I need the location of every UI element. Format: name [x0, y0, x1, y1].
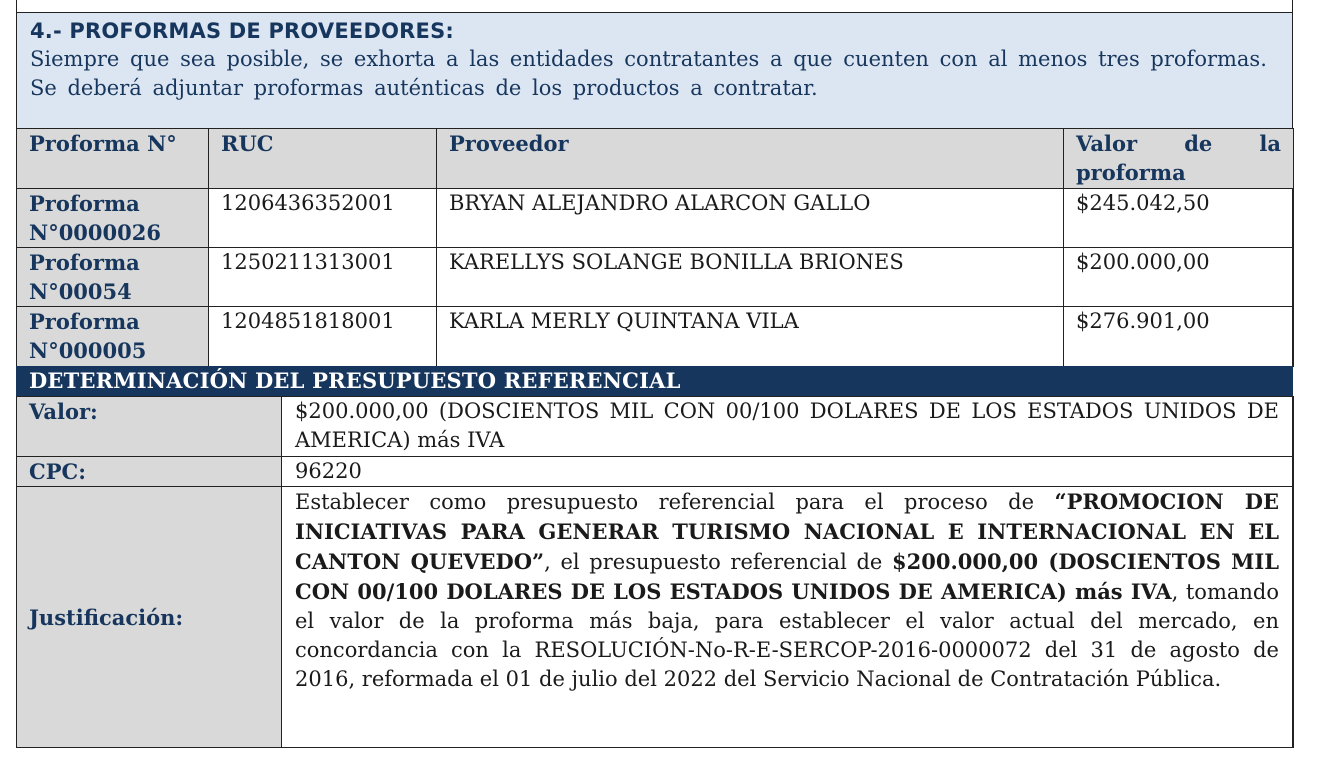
- valor-text: $200.000,00 (DOSCIENTOS MIL CON 00/100 DOLARES DE LOS ESTADOS UNIDOS DE AMERICA) más IVA: [282, 397, 1294, 457]
- proforma-code: N°00054: [29, 279, 132, 304]
- proformas-table: [16, 128, 1294, 367]
- valor-cell: $245.042,50: [1064, 189, 1294, 248]
- header-numero: Proforma N°: [17, 129, 209, 189]
- section-4-line-2: Se deberá adjuntar proformas auténticas de los productos a contratar.: [30, 76, 818, 100]
- justificacion-bold-1: “PROMOCION DE INICIATIVAS PARA GENERAR TURISMO NACIONAL E INTERNACIONAL EN EL CANTON QUEVEDO”: [295, 489, 1279, 574]
- justificacion-part-2: , el presupuesto referencial de: [544, 550, 892, 574]
- presupuesto-title-bar: DETERMINACIÓN DEL PRESUPUESTO REFERENCIAL: [16, 366, 1293, 396]
- header-valor-word-4: proforma: [1076, 160, 1186, 185]
- proforma-label: Proforma: [29, 250, 140, 275]
- header-valor-word-1: Valor: [1076, 131, 1138, 156]
- proveedor-cell: KARELLYS SOLANGE BONILLA BRIONES: [437, 248, 1064, 307]
- table-row: [17, 189, 1294, 248]
- proforma-number: [17, 248, 209, 307]
- justificacion-label: Justificación:: [17, 487, 282, 748]
- valor-cell: $276.901,00: [1064, 307, 1294, 367]
- cpc-row: [17, 457, 1294, 487]
- ruc-cell: 1204851818001: [209, 307, 437, 367]
- justificacion-row: [17, 487, 1294, 748]
- justificacion-bold-2: $200.000,00 (DOSCIENTOS MIL CON 00/100 DOLARES DE LOS ESTADOS UNIDOS DE AMERICA) más IVA: [295, 549, 1280, 604]
- header-valor: [1064, 129, 1294, 189]
- valor-cell: $200.000,00: [1064, 248, 1294, 307]
- proveedor-cell: BRYAN ALEJANDRO ALARCON GALLO: [437, 189, 1064, 248]
- justificacion-text: [282, 487, 1294, 748]
- header-valor-word-2: de: [1184, 131, 1213, 156]
- section-4-block: [17, 13, 1292, 128]
- header-ruc: RUC: [209, 129, 437, 189]
- table-row: [17, 307, 1294, 367]
- presupuesto-table: [16, 396, 1294, 748]
- proforma-code: N°000005: [29, 338, 147, 363]
- header-valor-line: [1076, 129, 1281, 158]
- cpc-label: CPC:: [17, 457, 282, 487]
- proforma-number: [17, 189, 209, 248]
- header-proveedor: Proveedor: [437, 129, 1064, 189]
- justificacion-part-3: , tomando el valor de la proforma más baja, para establecer el valor actual del mercado, en concordancia con la RESOLUCIÓN-No-R-E-SERCOP-2016-0000072 del 31 de agosto de 2016, reformada el 01 de julio del 2022 del Servicio Nacional de Contratación Pública.: [295, 580, 1279, 691]
- proforma-code: N°0000026: [29, 220, 161, 245]
- justificacion-part-1: Establecer como presupuesto referencial para el proceso de: [295, 490, 1055, 514]
- ruc-cell: 1206436352001: [209, 189, 437, 248]
- table-header-row: [17, 129, 1294, 189]
- proforma-label: Proforma: [29, 191, 140, 216]
- ruc-cell: 1250211313001: [209, 248, 437, 307]
- valor-row: [17, 397, 1294, 457]
- proforma-label: Proforma: [29, 309, 140, 334]
- header-valor-word-3: la: [1259, 131, 1281, 156]
- table-row: [17, 248, 1294, 307]
- valor-label: Valor:: [17, 397, 282, 457]
- section-4-title: 4.- PROFORMAS DE PROVEEDORES:: [30, 19, 454, 43]
- proveedor-cell: KARLA MERLY QUINTANA VILA: [437, 307, 1064, 367]
- section-4-line-1: Siempre que sea posible, se exhorta a las entidades contratantes a que cuenten con al menos tres proformas.: [30, 47, 1267, 71]
- proforma-number: [17, 307, 209, 367]
- cpc-value: 96220: [282, 457, 1294, 487]
